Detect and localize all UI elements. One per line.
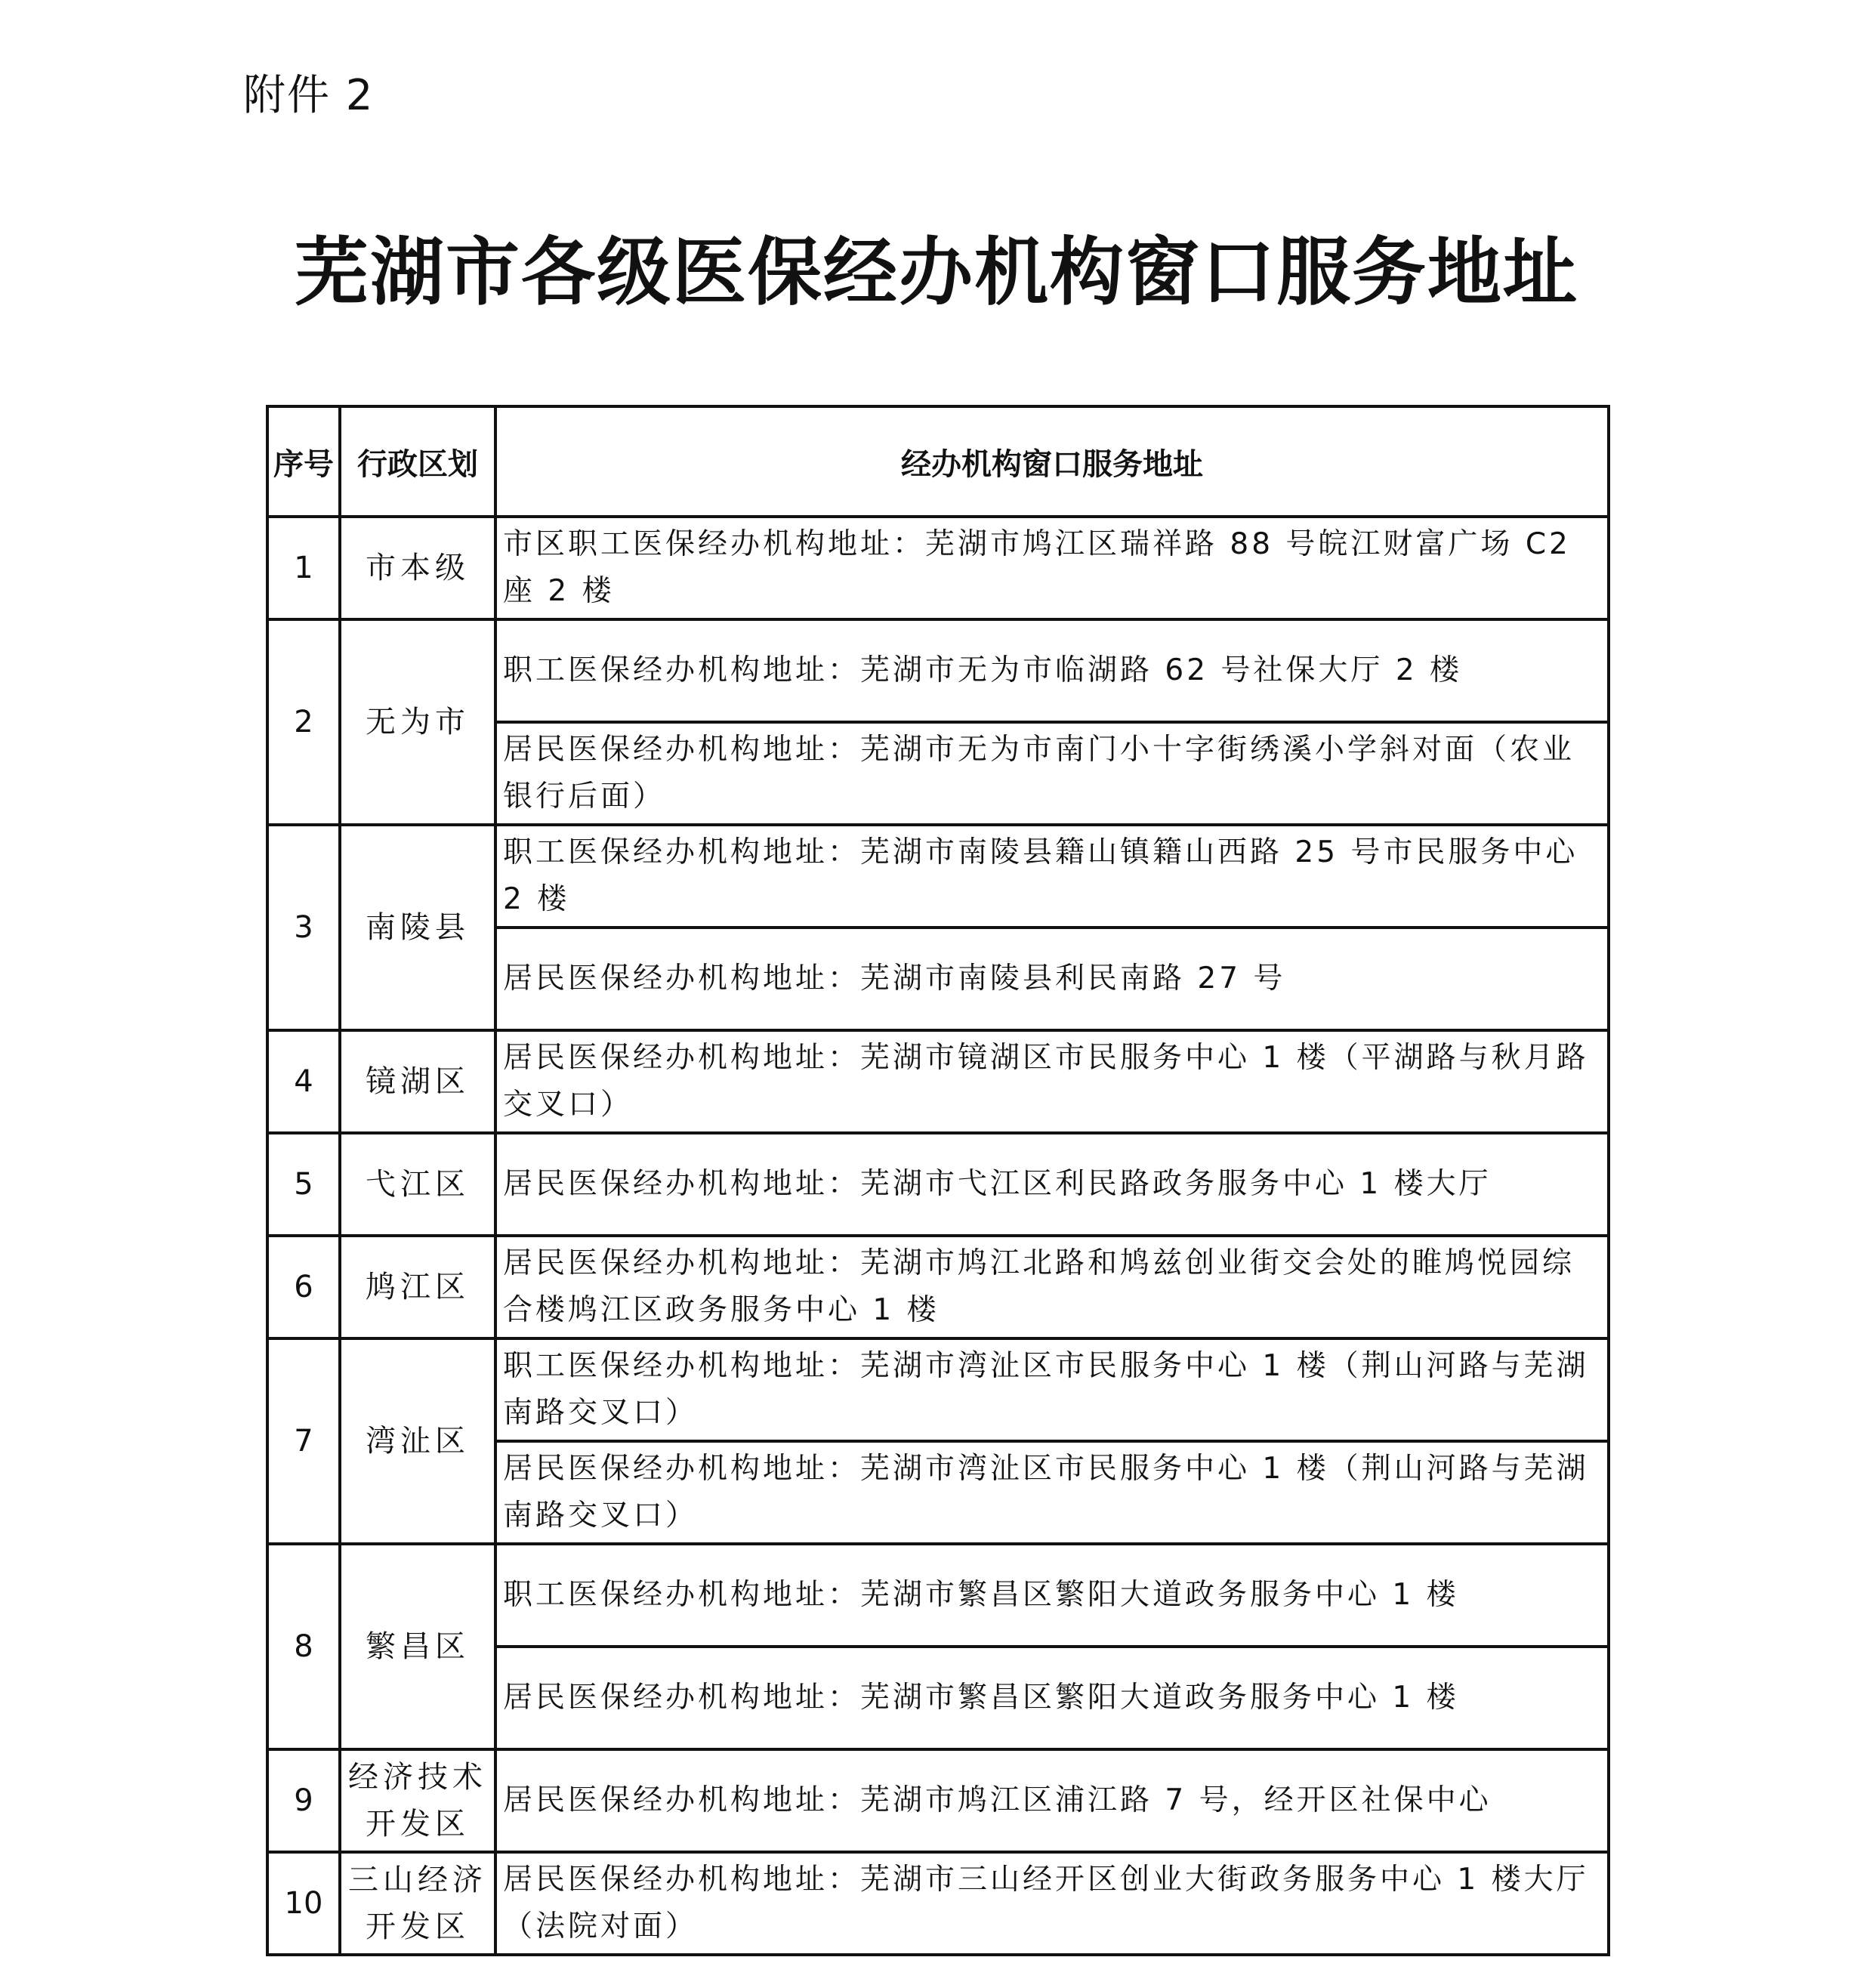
header-region: 行政区划: [340, 406, 495, 517]
row-address: 职工医保经办机构地址：芜湖市无为市临湖路 62 号社保大厅 2 楼: [495, 619, 1609, 722]
table-row: [267, 825, 1609, 928]
row-seq: 4: [267, 1030, 340, 1133]
row-address: 居民医保经办机构地址：芜湖市三山经开区创业大街政务服务中心 1 楼大厅（法院对面）: [495, 1852, 1609, 1955]
row-region: 经济技术开发区: [340, 1749, 495, 1852]
header-seq: 序号: [267, 406, 340, 517]
row-address: 居民医保经办机构地址：芜湖市鸠江区浦江路 7 号，经开区社保中心: [495, 1749, 1609, 1852]
row-address: 居民医保经办机构地址：芜湖市繁昌区繁阳大道政务服务中心 1 楼: [495, 1647, 1609, 1749]
row-region: 鸠江区: [340, 1236, 495, 1338]
row-seq: 10: [267, 1852, 340, 1955]
row-seq: 3: [267, 825, 340, 1030]
row-region: 繁昌区: [340, 1544, 495, 1749]
row-region: 镜湖区: [340, 1030, 495, 1133]
row-address: 居民医保经办机构地址：芜湖市鸠江北路和鸠兹创业街交会处的睢鸠悦园综合楼鸠江区政务服务中心 1 楼: [495, 1236, 1609, 1338]
row-seq: 5: [267, 1133, 340, 1236]
row-address: 市区职工医保经办机构地址：芜湖市鸠江区瑞祥路 88 号皖江财富广场 C2 座 2 楼: [495, 517, 1609, 619]
row-seq: 2: [267, 619, 340, 825]
row-seq: 7: [267, 1338, 340, 1544]
attachment-label: 附件 2: [243, 71, 375, 120]
row-address: 居民医保经办机构地址：芜湖市无为市南门小十字街绣溪小学斜对面（农业银行后面）: [495, 722, 1609, 825]
header-address: 经办机构窗口服务地址: [495, 406, 1609, 517]
row-address: 居民医保经办机构地址：芜湖市镜湖区市民服务中心 1 楼（平湖路与秋月路交叉口）: [495, 1030, 1609, 1133]
table-row: [267, 517, 1609, 619]
row-region: 湾沚区: [340, 1338, 495, 1544]
row-region: 市本级: [340, 517, 495, 619]
row-region: 弋江区: [340, 1133, 495, 1236]
row-address: 职工医保经办机构地址：芜湖市繁昌区繁阳大道政务服务中心 1 楼: [495, 1544, 1609, 1647]
table-row: [267, 1338, 1609, 1441]
row-seq: 9: [267, 1749, 340, 1852]
table-row: [267, 1852, 1609, 1955]
row-region: 南陵县: [340, 825, 495, 1030]
table-row: [267, 1236, 1609, 1338]
row-seq: 8: [267, 1544, 340, 1749]
table-row: [267, 1133, 1609, 1236]
table-row: [267, 1544, 1609, 1647]
document-title: 芜湖市各级医保经办机构窗口服务地址: [294, 229, 1578, 316]
row-seq: 1: [267, 517, 340, 619]
row-address: 职工医保经办机构地址：芜湖市南陵县籍山镇籍山西路 25 号市民服务中心 2 楼: [495, 825, 1609, 928]
row-region: 三山经济开发区: [340, 1852, 495, 1955]
row-address: 居民医保经办机构地址：芜湖市南陵县利民南路 27 号: [495, 928, 1609, 1030]
table-row: [267, 1030, 1609, 1133]
row-address: 居民医保经办机构地址：芜湖市弋江区利民路政务服务中心 1 楼大厅: [495, 1133, 1609, 1236]
table-header-row: [267, 406, 1609, 517]
row-seq: 6: [267, 1236, 340, 1338]
table-row: [267, 1749, 1609, 1852]
row-address: 职工医保经办机构地址：芜湖市湾沚区市民服务中心 1 楼（荆山河路与芜湖南路交叉口）: [495, 1338, 1609, 1441]
address-table: [266, 405, 1610, 1956]
row-region: 无为市: [340, 619, 495, 825]
row-address: 居民医保经办机构地址：芜湖市湾沚区市民服务中心 1 楼（荆山河路与芜湖南路交叉口）: [495, 1441, 1609, 1544]
table-row: [267, 619, 1609, 722]
